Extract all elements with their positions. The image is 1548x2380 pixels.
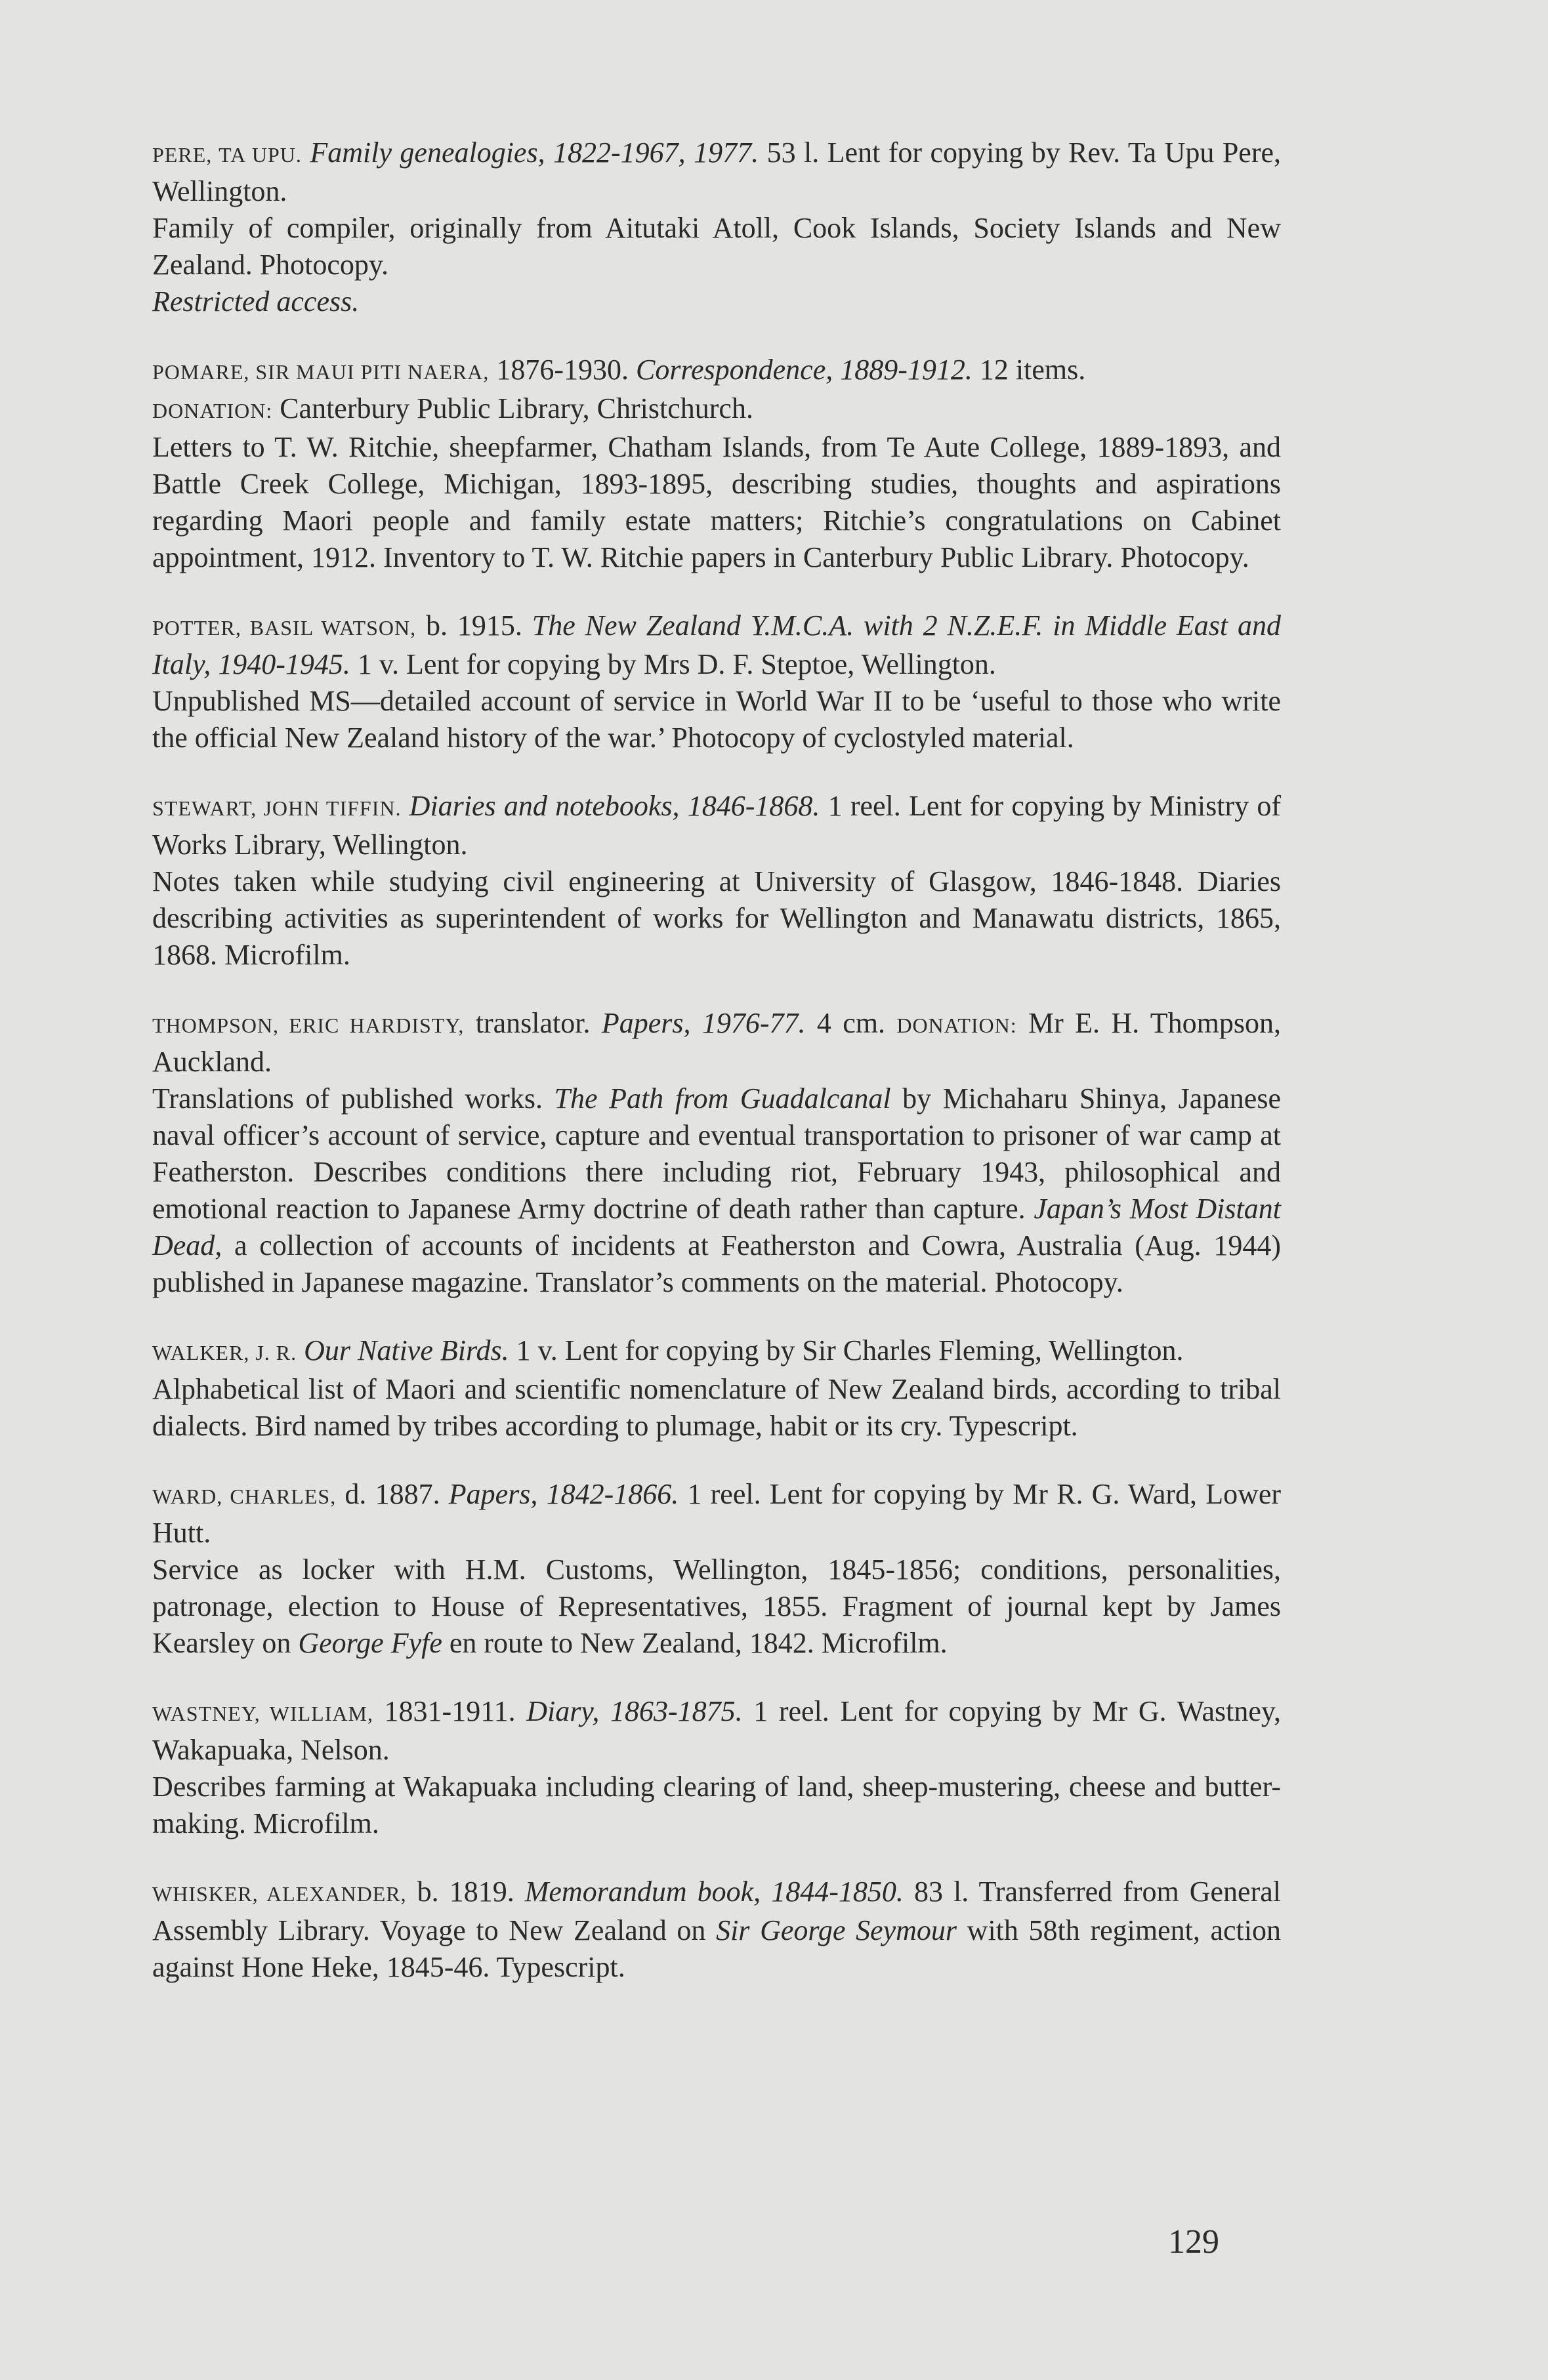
entry-extent-cont: with 58th regiment, action against Hone Heke, 1845-46. Typescript.: [152, 1914, 1281, 1983]
entry-heading: WARD, CHARLES,: [152, 1485, 337, 1508]
entry-title: Family genealogies, 1822-1967, 1977.: [310, 136, 759, 169]
entry-dates: d. 1887.: [336, 1478, 449, 1510]
entry-heading: STEWART, JOHN TIFFIN.: [152, 796, 402, 820]
work-title: Japan’s Most Distant Dead,: [152, 1193, 1281, 1262]
entry-access-note: Restricted access.: [152, 285, 360, 318]
entry-heading: POTTER, BASIL WATSON,: [152, 616, 417, 640]
catalogue-entry-stewart: [152, 788, 1281, 974]
entry-header: [152, 1332, 1281, 1371]
entry-header: [152, 607, 1281, 683]
catalogue-entry-pere: [152, 134, 1281, 320]
entry-heading: WALKER, J. R.: [152, 1341, 297, 1364]
entry-donation: [152, 390, 1281, 429]
entry-extent: 1 reel. Lent for copying by Mr R. G. Ward, Lower Hutt.: [152, 1478, 1282, 1549]
catalogue-entry-potter: [152, 607, 1281, 756]
description-part: Service as locker with H.M. Customs, Wellington, 1845-1856; conditions, personalities, patronage, election to House of Representatives, 1855. Fragment of journal kept by James Kearsley on: [152, 1553, 1281, 1659]
donation-label: DONATION:: [896, 1014, 1017, 1037]
entry-description: Describes farming at Wakapuaka including clearing of land, sheep-mustering, cheese and butter-making. Microfilm.: [152, 1771, 1281, 1839]
entry-header: [152, 788, 1281, 863]
entry-title: Our Native Birds.: [304, 1334, 509, 1366]
entry-heading: THOMPSON, ERIC HARDISTY,: [152, 1014, 465, 1037]
entry-heading: POMARE, SIR MAUI PITI NAERA,: [152, 360, 490, 384]
description-part: en route to New Zealand, 1842. Microfilm.: [442, 1627, 948, 1659]
entry-dates: b. 1819.: [406, 1876, 525, 1908]
entry-description: [152, 1551, 1281, 1662]
entry-title: Memorandum book, 1844-1850.: [524, 1876, 904, 1908]
entry-title: Diaries and notebooks, 1846-1868.: [409, 790, 820, 822]
entry-description: Letters to T. W. Ritchie, sheepfarmer, Chatham Islands, from Te Aute College, 1889-1893, and Battle Creek College, Michigan, 1893-1895, describing studies, thoughts and aspirations regarding Maori people and family estate matters; Ritchie’s congratulations on Cabinet appointment, 1912. Inventory to T. W. Ritchie papers in Canterbury Public Library. Photocopy.: [152, 431, 1281, 573]
catalogue-entry-whisker: [152, 1874, 1281, 1986]
entry-header: [152, 352, 1281, 390]
entry-extent: 83 l. Transferred from General Assembly Library. Voyage to New Zealand on: [152, 1876, 1281, 1946]
entry-header: [152, 134, 1281, 210]
donation-source: Mr E. H. Thompson, Auckland.: [152, 1007, 1281, 1078]
entry-header: [152, 1693, 1281, 1769]
entry-title: The New Zealand Y.M.C.A. with 2 N.Z.E.F. in Middle East and Italy, 1940-1945.: [152, 609, 1281, 680]
entry-description: Unpublished MS—detailed account of service in World War II to be ‘useful to those who write the official New Zealand history of the war.’ Photocopy of cyclostyled material.: [152, 685, 1281, 754]
entry-heading: WASTNEY, WILLIAM,: [152, 1702, 373, 1725]
entry-header: [152, 1874, 1281, 1986]
entry-dates: 1876-1930.: [489, 354, 637, 386]
entry-title: Papers, 1842-1866.: [448, 1478, 679, 1510]
entry-description: Family of compiler, originally from Aitutaki Atoll, Cook Islands, Society Islands and New Zealand. Photocopy.: [152, 212, 1281, 281]
entry-extent: 1 reel. Lent for copying by Mr G. Wastney, Wakapuaka, Nelson.: [152, 1695, 1282, 1766]
entry-role: translator.: [464, 1007, 602, 1039]
entry-description: Notes taken while studying civil engineering at University of Glasgow, 1846-1848. Diaries describing activities as superintendent of works for Wellington and Manawatu districts, 1865, 1868. Microfilm.: [152, 865, 1281, 971]
entry-dates: b. 1915.: [416, 609, 532, 642]
entry-extent: 53 l. Lent for copying by Rev. Ta Upu Pere, Wellington.: [152, 136, 1281, 207]
entry-heading: PERE, TA UPU.: [152, 143, 302, 167]
catalogue-entry-ward: [152, 1476, 1281, 1662]
entry-extent: 1 v. Lent for copying by Sir Charles Fleming, Wellington.: [509, 1334, 1184, 1366]
entry-title: Correspondence, 1889-1912.: [636, 354, 973, 386]
page-number: 129: [1168, 2223, 1219, 2261]
entry-extent: 12 items.: [972, 354, 1086, 386]
description-part: by Michaharu Shinya, Japanese naval officer’s account of service, capture and eventual transportation to prisoner of war camp at Featherston. Describes conditions there including riot, February 1943, philosophical and emotional reaction to Japanese Army doctrine of death rather than capture.: [152, 1082, 1281, 1225]
entry-title: Papers, 1976-77.: [601, 1007, 806, 1039]
entry-title: Diary, 1863-1875.: [526, 1695, 743, 1727]
catalogue-entry-walker: [152, 1332, 1281, 1445]
description-part: a collection of accounts of incidents at Featherston and Cowra, Australia (Aug. 1944) published in Japanese magazine. Translator’s comments on the material. Photocopy.: [152, 1229, 1281, 1298]
donation-source: Canterbury Public Library, Christchurch.: [272, 392, 753, 424]
entry-extent: 1 v. Lent for copying by Mrs D. F. Steptoe, Wellington.: [350, 648, 996, 680]
catalogue-entry-pomare: [152, 352, 1281, 576]
donation-label: DONATION:: [152, 399, 273, 422]
catalogue-entry-wastney: [152, 1693, 1281, 1842]
entry-extent: 1 reel. Lent for copying by Ministry of Works Library, Wellington.: [152, 790, 1281, 861]
entry-description: [152, 1080, 1281, 1301]
catalogue-entry-thompson: [152, 1005, 1281, 1301]
entry-header: [152, 1005, 1281, 1080]
entry-extent: 4 cm.: [805, 1007, 897, 1039]
ship-name: Sir George Seymour: [716, 1914, 957, 1946]
entry-heading: WHISKER, ALEXANDER,: [152, 1882, 407, 1906]
entry-description: Alphabetical list of Maori and scientific nomenclature of New Zealand birds, according to tribal dialects. Bird named by tribes according to plumage, habit or its cry. Typescript.: [152, 1373, 1281, 1442]
catalogue-page: [152, 134, 1281, 2017]
entry-header: [152, 1476, 1281, 1551]
ship-name: George Fyfe: [298, 1627, 442, 1659]
description-part: Translations of published works.: [152, 1082, 554, 1115]
entry-dates: 1831-1911.: [373, 1695, 527, 1727]
work-title: The Path from Guadalcanal: [554, 1082, 891, 1115]
